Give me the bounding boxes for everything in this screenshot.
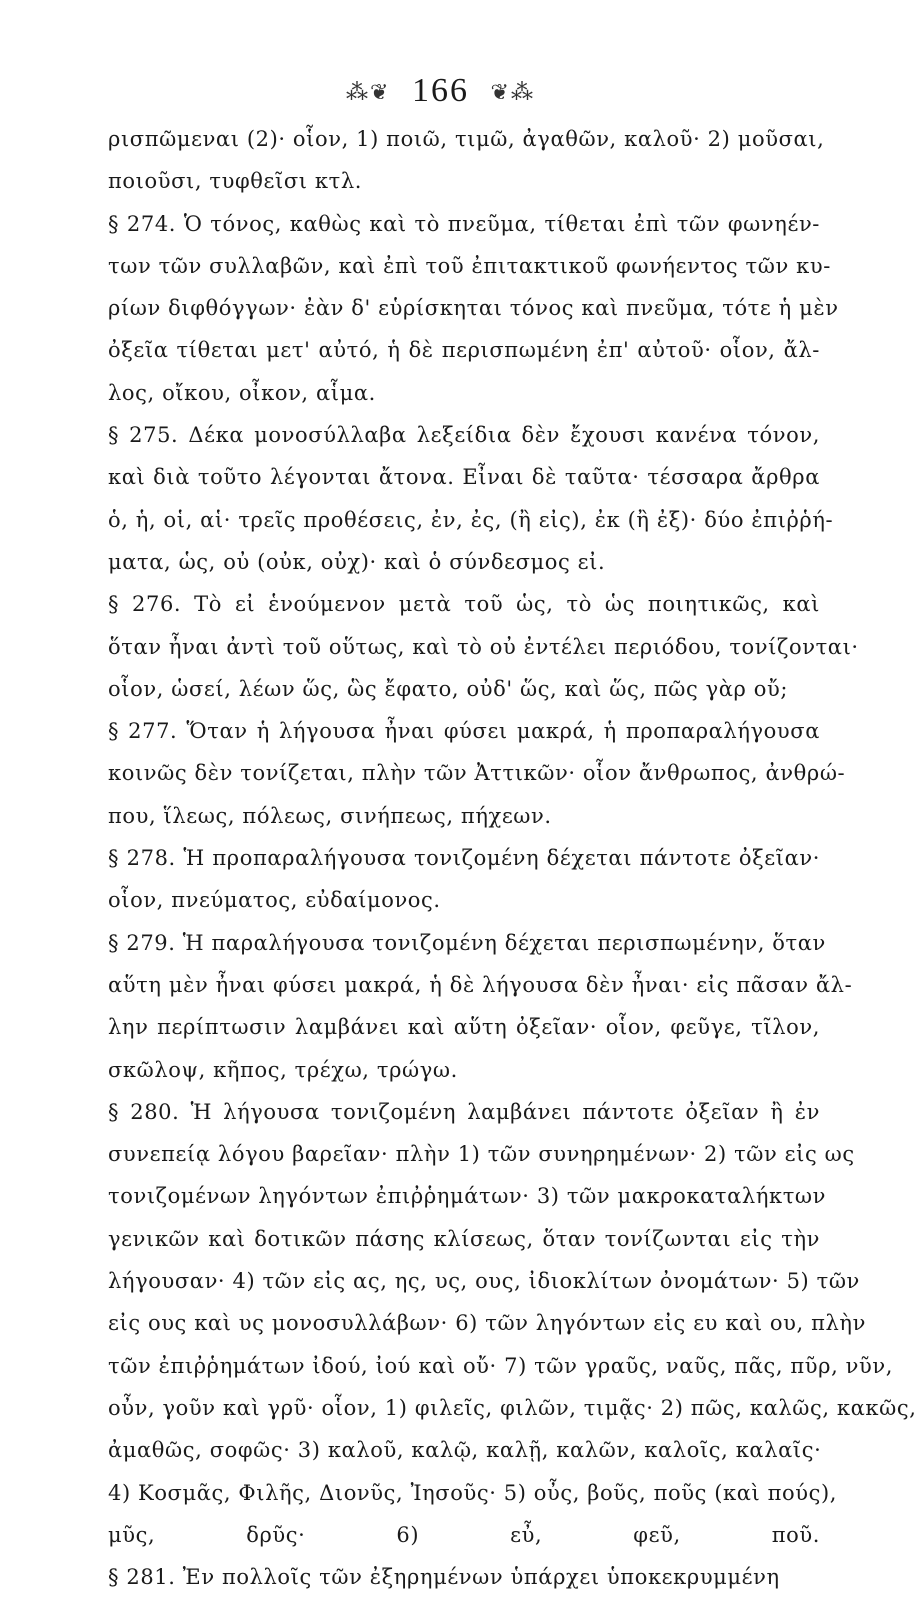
text-line: § 281. Ἐν πολλοῖς τῶν ἐξηρημένων ὑπάρχει ὑποκεκρυμμένη bbox=[108, 1565, 780, 1590]
text-line: κοινῶς δὲν τονίζεται, πλὴν τῶν Ἀττικῶν· οἷον ἄνθρωπος, ἀνθρώ- bbox=[108, 761, 846, 786]
text-line: ὀξεῖα τίθεται μετ' αὐτό, ἡ δὲ περισπωμένη ἐπ' αὐτοῦ· οἷον, ἄλ- bbox=[108, 338, 820, 363]
text-line: γενικῶν καὶ δοτικῶν πάσης κλίσεως, ὅταν τονίζωνται εἰς τὴν bbox=[108, 1226, 820, 1251]
text-line: καὶ διὰ τοῦτο λέγονται ἄτονα. Εἶναι δὲ ταῦτα· τέσσαρα ἄρθρα bbox=[108, 465, 820, 490]
ornament-right-icon: ❦⁂ bbox=[490, 80, 535, 106]
text-line: εἰς ους καὶ υς μονοσυλλάβων· 6) τῶν ληγόντων εἰς ευ καὶ ου, πλὴν bbox=[108, 1311, 866, 1336]
text-line: § 278. Ἡ προπαραλήγουσα τονιζομένη δέχεται πάντοτε ὀξεῖαν· bbox=[108, 846, 820, 871]
text-line: σκῶλοψ, κῆπος, τρέχω, τρώγω. bbox=[108, 1057, 458, 1082]
text-line: § 274. Ὁ τόνος, καθὼς καὶ τὸ πνεῦμα, τίθεται ἐπὶ τῶν φωνηέν- bbox=[108, 211, 820, 236]
text-line: μῦς, δρῦς· 6) εὖ, φεῦ, ποῦ. bbox=[108, 1522, 820, 1547]
text-line: τῶν ἐπιῤῥημάτων ἰδού, ἰού καὶ οὔ· 7) τῶν γραῦς, ναῦς, πᾶς, πῦρ, νῦν, bbox=[108, 1353, 894, 1378]
text-line: ρισπῶμεναι (2)· οἷον, 1) ποιῶ, τιμῶ, ἀγαθῶν, καλοῦ· 2) μοῦσαι, bbox=[108, 127, 825, 151]
text-line: 4) Κοσμᾶς, Φιλῆς, Διονῦς, Ἰησοῦς· 5) οὖς, βοῦς, ποῦς (καὶ πούς), bbox=[108, 1480, 838, 1505]
text-line: λος, οἴκου, οἶκον, αἷμα. bbox=[108, 380, 376, 405]
text-line: οὖν, γοῦν καὶ γρῦ· οἷον, 1) φιλεῖς, φιλῶν, τιμᾷς· 2) πῶς, καλῶς, κακῶς, bbox=[108, 1395, 916, 1420]
text-line: ὅταν ἦναι ἀντὶ τοῦ οὕτως, καὶ τὸ οὐ ἐντέλει περιόδου, τονίζονται· bbox=[108, 634, 859, 659]
text-line: λην περίπτωσιν λαμβάνει καὶ αὕτη ὀξεῖαν· οἷον, φεῦγε, τῖλον, bbox=[108, 1015, 820, 1040]
text-line: ἀμαθῶς, σοφῶς· 3) καλοῦ, καλῷ, καλῇ, καλῶν, καλοῖς, καλαῖς· bbox=[108, 1438, 822, 1463]
text-line: § 276. Τὸ εἰ ἑνούμενον μετὰ τοῦ ὡς, τὸ ὡς ποιητικῶς, καὶ bbox=[108, 592, 820, 617]
text-line: ὁ, ἡ, οἱ, αἱ· τρεῖς προθέσεις, ἐν, ἐς, (ἢ εἰς), ἐκ (ἢ ἐξ)· δύο ἐπιῤῥή- bbox=[108, 507, 834, 532]
text-line: ματα, ὡς, οὐ (οὐκ, οὐχ)· καὶ ὁ σύνδεσμος εἰ. bbox=[108, 549, 606, 574]
text-line: § 275. Δέκα μονοσύλλαβα λεξείδια δὲν ἔχουσι κανένα τόνον, bbox=[108, 423, 820, 448]
text-line: § 280. Ἡ λήγουσα τονιζομένη λαμβάνει πάντοτε ὀξεῖαν ἢ ἐν bbox=[108, 1099, 820, 1124]
text-line: αὕτη μὲν ἦναι φύσει μακρά, ἡ δὲ λήγουσα δὲν ἦναι· εἰς πᾶσαν ἄλ- bbox=[108, 972, 853, 997]
page-number: 166 bbox=[412, 72, 469, 109]
text-line: συνεπείᾳ λόγου βαρεῖαν· πλὴν 1) τῶν συνηρημένων· 2) τῶν εἰς ως bbox=[108, 1142, 855, 1167]
text-line: των τῶν συλλαβῶν, καὶ ἐπὶ τοῦ ἐπιτακτικοῦ φωνήεντος τῶν κυ- bbox=[108, 253, 831, 278]
page-header bbox=[0, 72, 881, 110]
page-body-text bbox=[108, 118, 916, 1598]
text-line: οἷον, ὡσεί, λέων ὥς, ὣς ἔφατο, οὐδ' ὥς, καὶ ὥς, πῶς γὰρ οὔ; bbox=[108, 676, 789, 701]
text-line: οἷον, πνεύματος, εὐδαίμονος. bbox=[108, 888, 441, 913]
text-line: § 279. Ἡ παραλήγουσα τονιζομένη δέχεται περισπωμένην, ὅταν bbox=[108, 930, 826, 955]
text-line: ρίων διφθόγγων· ἐὰν δ' εὑρίσκηται τόνος καὶ πνεῦμα, τότε ἡ μὲν bbox=[108, 296, 839, 321]
text-line: που, ἵλεως, πόλεως, σινήπεως, πήχεων. bbox=[108, 803, 552, 828]
text-line: λήγουσαν· 4) τῶν εἰς ας, ης, υς, ους, ἰδιοκλίτων ὀνομάτων· 5) τῶν bbox=[108, 1269, 860, 1294]
text-line: τονιζομένων ληγόντων ἐπιῤῥημάτων· 3) τῶν μακροκαταλήκτων bbox=[108, 1184, 827, 1209]
text-line: ποιοῦσι, τυφθεῖσι κτλ. bbox=[108, 169, 363, 194]
text-line: § 277. Ὅταν ἡ λήγουσα ἦναι φύσει μακρά, ἡ προπαραλήγουσα bbox=[108, 719, 820, 744]
ornament-left-icon: ⁂❦ bbox=[346, 80, 391, 106]
